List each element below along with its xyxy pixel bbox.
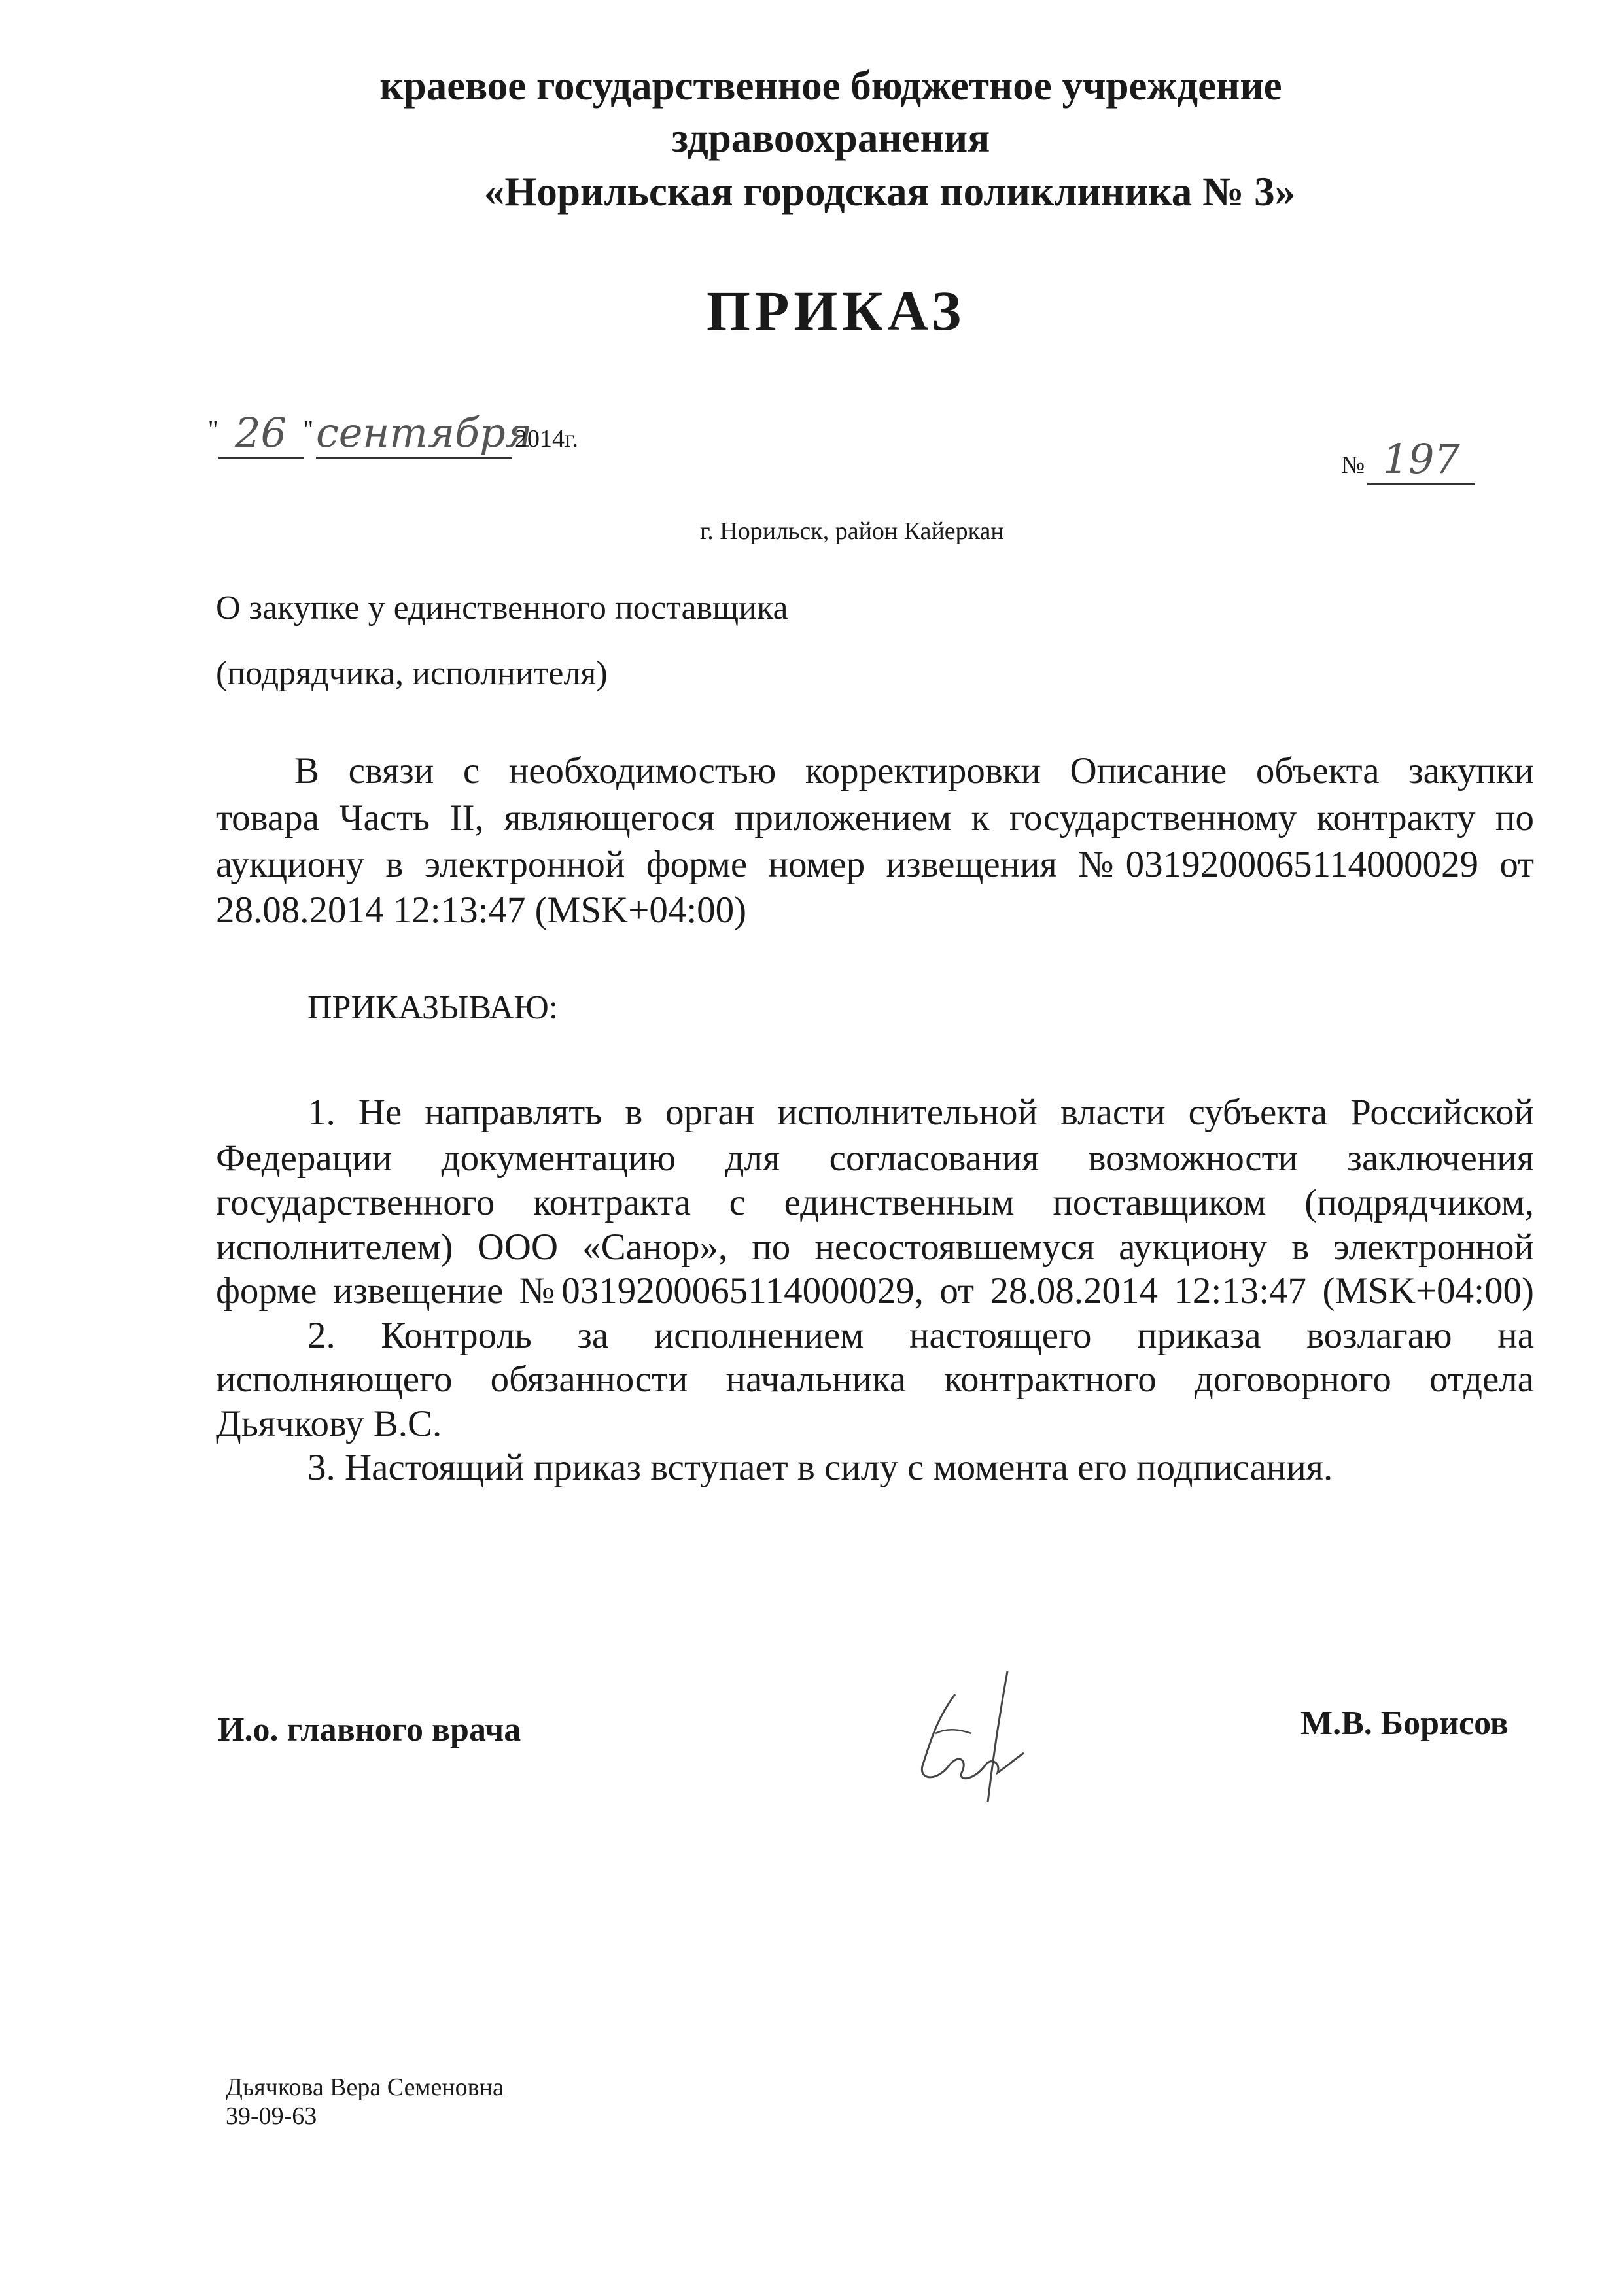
- date-close-quote: ": [303, 416, 314, 444]
- subject-line-1: О закупке у единственного поставщика: [216, 589, 788, 627]
- preamble-line: В связи с необходимостью корректировки Описание объекта закупки: [294, 750, 1534, 791]
- item-1-line: исполнителем) ООО «Санор», по несостоявшемуся аукциону в электронной: [216, 1226, 1534, 1268]
- institution-name-line-3: «Норильская городская поликлиника № 3»: [483, 169, 1296, 215]
- handwritten-signature: [896, 1668, 1079, 1805]
- item-2-line: 2. Контроль за исполнением настоящего приказа возлагаю на: [307, 1315, 1534, 1356]
- item-3-line: 3. Настоящий приказ вступает в силу с момента его подписания.: [307, 1447, 1333, 1488]
- preamble-line: 28.08.2014 12:13:47 (MSK+04:00): [216, 890, 747, 931]
- item-1-line: 1. Не направлять в орган исполнительной власти субъекта Российской: [307, 1092, 1534, 1133]
- date-month-handwritten: сентября: [316, 409, 512, 459]
- document-number: [1341, 435, 1475, 485]
- signatory-name: М.В. Борисов: [1300, 1705, 1509, 1742]
- order-word: ПРИКАЗЫВАЮ:: [307, 989, 559, 1026]
- number-value-handwritten: 197: [1367, 435, 1475, 485]
- date-year: 2014г.: [515, 425, 578, 453]
- preamble-line: аукциону в электронной форме номер извещения №0319200065114000029 от: [216, 844, 1534, 885]
- institution-name-line-1: краевое государственное бюджетное учреждение: [379, 63, 1282, 109]
- item-1-line: государственного контракта с единственным поставщиком (подрядчиком,: [216, 1182, 1534, 1223]
- city-location: г. Норильск, район Кайеркан: [700, 517, 1004, 545]
- preamble-line: товара Часть II, являющегося приложением к государственному контракту по: [216, 797, 1534, 839]
- number-sign: №: [1341, 451, 1365, 479]
- document-date: [208, 409, 578, 461]
- executor-name: Дьячкова Вера Семеновна: [226, 2074, 504, 2101]
- document-title: ПРИКАЗ: [707, 279, 966, 342]
- item-1-line: форме извещение №0319200065114000029, от 28.08.2014 12:13:47 (MSK+04:00): [216, 1270, 1534, 1312]
- executor-phone: 39-09-63: [226, 2102, 317, 2130]
- date-day-handwritten: 26: [218, 409, 304, 459]
- item-2-line: исполняющего обязанности начальника контрактного договорного отдела: [216, 1359, 1534, 1400]
- executor-info: [226, 2074, 504, 2131]
- item-2-line: Дьячкову В.С.: [216, 1403, 442, 1444]
- institution-name-line-2: здравоохранения: [671, 115, 990, 161]
- date-open-quote: ": [208, 416, 218, 444]
- signatory-role: И.о. главного врача: [218, 1711, 521, 1748]
- item-1-line: Федерации документацию для согласования возможности заключения: [216, 1138, 1534, 1179]
- subject-line-2: (подрядчика, исполнителя): [216, 655, 608, 692]
